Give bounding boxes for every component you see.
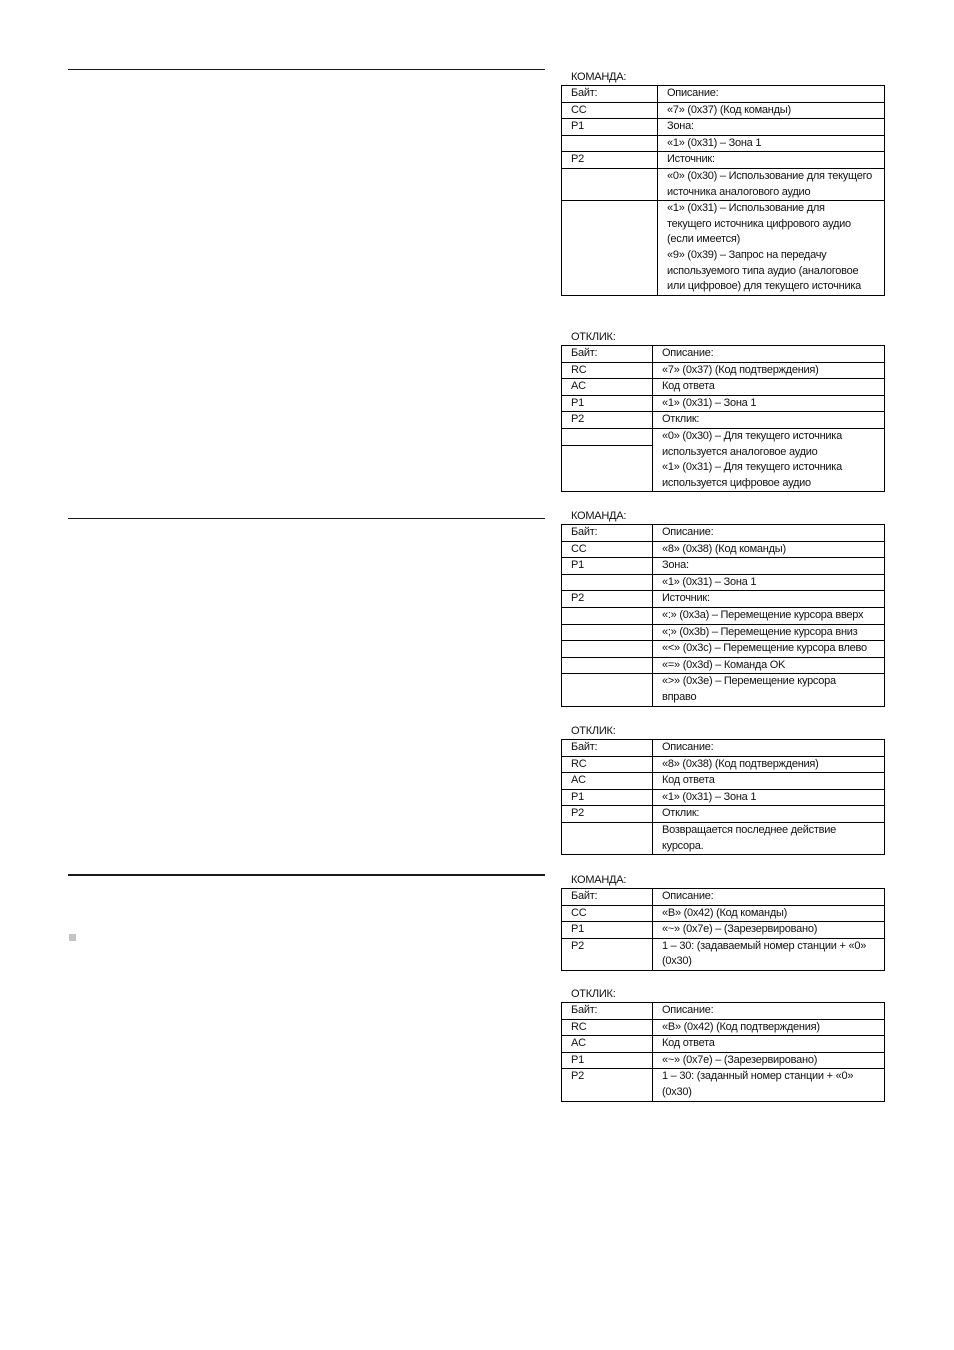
description-line: 1 – 30: (задаваемый номер станции + «0» — [662, 939, 867, 952]
description-cell: «~» (0x7e) – (Зарезервировано) — [653, 1053, 884, 1069]
description-cell: «7» (0x37) (Код подтверждения) — [653, 363, 884, 379]
table-row — [562, 806, 884, 822]
table-header-row — [562, 889, 884, 905]
description-line: курсора. — [662, 839, 704, 852]
table-grid — [561, 524, 885, 707]
table-row — [562, 103, 884, 119]
description-cell: Источник: — [658, 152, 884, 168]
description-cell: «B» (0x42) (Код команды) — [653, 906, 884, 922]
byte-cell: RC — [562, 1020, 652, 1036]
table-grid — [561, 85, 885, 296]
byte-cell: P1 — [562, 396, 652, 412]
byte-cell — [562, 641, 652, 657]
byte-cell — [562, 575, 652, 591]
table-header-row — [562, 740, 884, 756]
table-row — [562, 379, 884, 395]
byte-cell: P2 — [562, 591, 652, 607]
response-table — [561, 723, 885, 855]
table-label: ОТКЛИК: — [571, 331, 616, 343]
description-cell: Код ответа — [653, 1036, 884, 1052]
description-line: источника аналогового аудио — [667, 185, 811, 198]
table-row — [562, 922, 884, 938]
table-header-row — [562, 86, 884, 102]
byte-cell: CC — [562, 542, 652, 558]
description-cell: Источник: — [653, 591, 884, 607]
header-byte-cell: Байт: — [562, 889, 652, 905]
description-line: «1» (0x31) – Использование для — [667, 202, 825, 215]
byte-cell: RC — [562, 363, 652, 379]
table-row — [562, 1020, 884, 1036]
description-line: вправо — [662, 690, 697, 703]
byte-cell: P1 — [562, 922, 652, 938]
table-row — [562, 625, 884, 641]
table-row — [562, 591, 884, 607]
table-grid — [561, 1002, 885, 1102]
section-divider — [68, 874, 545, 876]
byte-cell — [562, 674, 652, 705]
table-row — [562, 169, 884, 200]
table-grid — [561, 739, 885, 855]
description-cell — [653, 1069, 884, 1100]
byte-cell: P1 — [562, 1053, 652, 1069]
table-header-row — [562, 346, 884, 362]
header-description-cell: Описание: — [653, 346, 884, 362]
section-divider — [68, 518, 545, 519]
header-description-cell: Описание: — [658, 86, 884, 102]
description-cell: Отклик: — [653, 412, 884, 428]
description-line: текущего источника цифрового аудио — [667, 217, 851, 230]
description-line: (если имеется) — [667, 233, 741, 246]
command-table — [561, 872, 885, 971]
description-cell: Код ответа — [653, 773, 884, 789]
byte-cell: AC — [562, 1036, 652, 1052]
description-cell: Зона: — [658, 119, 884, 135]
description-line: используется цифровое аудио — [662, 476, 811, 489]
byte-cell: AC — [562, 773, 652, 789]
description-cell — [653, 674, 884, 705]
table-row — [562, 608, 884, 624]
byte-cell: P1 — [562, 119, 657, 135]
description-cell: «1» (0x31) – Зона 1 — [658, 136, 884, 152]
description-cell: «:» (0x3a) – Перемещение курсора вверх — [653, 608, 884, 624]
description-cell — [658, 169, 884, 200]
description-cell: «;» (0x3b) – Перемещение курсора вниз — [653, 625, 884, 641]
description-cell: «7» (0x37) (Код команды) — [658, 103, 884, 119]
header-description-cell: Описание: — [653, 740, 884, 756]
header-byte-cell: Байт: — [562, 346, 652, 362]
byte-cell: CC — [562, 906, 652, 922]
table-grid — [561, 345, 885, 492]
table-header-row — [562, 1003, 884, 1019]
byte-cell — [562, 658, 652, 674]
table-row — [562, 152, 884, 168]
table-row — [562, 757, 884, 773]
table-row — [562, 542, 884, 558]
description-cell — [653, 429, 884, 491]
description-cell: «8» (0x38) (Код подтверждения) — [653, 757, 884, 773]
bullet-marker — [69, 934, 76, 941]
description-line: «>» (0x3e) – Перемещение курсора — [662, 675, 836, 688]
table-row — [562, 674, 884, 705]
table-label: ОТКЛИК: — [571, 988, 616, 1000]
header-byte-cell: Байт: — [562, 1003, 652, 1019]
header-byte-cell: Байт: — [562, 86, 657, 102]
byte-cell — [562, 608, 652, 624]
byte-cell — [562, 136, 657, 152]
byte-cell — [562, 823, 652, 854]
table-grid — [561, 888, 885, 971]
response-table — [561, 329, 885, 492]
description-line: 1 – 30: (заданный номер станции + «0» — [662, 1070, 854, 1083]
command-table — [561, 69, 885, 296]
description-cell: «~» (0x7e) – (Зарезервировано) — [653, 922, 884, 938]
table-row — [562, 641, 884, 657]
byte-cell — [562, 201, 657, 295]
header-description-cell: Описание: — [653, 1003, 884, 1019]
description-cell — [658, 201, 884, 295]
description-line: Возвращается последнее действие — [662, 823, 837, 836]
table-row — [562, 363, 884, 379]
byte-cell: P2 — [562, 939, 652, 970]
description-cell: «1» (0x31) – Зона 1 — [653, 575, 884, 591]
table-row — [562, 429, 884, 491]
description-line: используется аналоговое аудио — [662, 445, 818, 458]
section-divider — [68, 69, 545, 70]
description-cell: Зона: — [653, 558, 884, 574]
table-header-row — [562, 525, 884, 541]
description-line: (0x30) — [662, 955, 692, 968]
table-row — [562, 823, 884, 854]
byte-cell: P2 — [562, 806, 652, 822]
byte-cell — [562, 429, 652, 491]
table-row — [562, 790, 884, 806]
description-cell: «8» (0x38) (Код команды) — [653, 542, 884, 558]
description-cell: «B» (0x42) (Код подтверждения) — [653, 1020, 884, 1036]
table-row — [562, 1069, 884, 1100]
byte-cell: CC — [562, 103, 657, 119]
table-row — [562, 136, 884, 152]
command-table — [561, 508, 885, 707]
table-row — [562, 1053, 884, 1069]
description-line: (0x30) — [662, 1085, 692, 1098]
table-row — [562, 773, 884, 789]
header-byte-cell: Байт: — [562, 740, 652, 756]
response-table — [561, 986, 885, 1102]
description-line: «0» (0x30) – Использование для текущего — [667, 169, 872, 182]
header-description-cell: Описание: — [653, 525, 884, 541]
description-cell — [653, 939, 884, 970]
description-cell: Код ответа — [653, 379, 884, 395]
table-label: ОТКЛИК: — [571, 725, 616, 737]
table-row — [562, 939, 884, 970]
description-cell: «1» (0x31) – Зона 1 — [653, 790, 884, 806]
byte-cell: RC — [562, 757, 652, 773]
table-row — [562, 575, 884, 591]
byte-cell: P2 — [562, 152, 657, 168]
table-row — [562, 558, 884, 574]
table-row — [562, 201, 884, 295]
description-cell: «=» (0x3d) – Команда OK — [653, 658, 884, 674]
table-label: КОМАНДА: — [571, 510, 627, 522]
table-label: КОМАНДА: — [571, 874, 627, 886]
description-cell: «1» (0x31) – Зона 1 — [653, 396, 884, 412]
table-row — [562, 412, 884, 428]
header-description-cell: Описание: — [653, 889, 884, 905]
description-line: «1» (0x31) – Для текущего источника — [662, 461, 842, 474]
description-cell: Отклик: — [653, 806, 884, 822]
byte-cell: P1 — [562, 558, 652, 574]
table-label: КОМАНДА: — [571, 71, 627, 83]
byte-cell: AC — [562, 379, 652, 395]
header-byte-cell: Байт: — [562, 525, 652, 541]
description-cell: «<» (0x3c) – Перемещение курсора влево — [653, 641, 884, 657]
description-cell — [653, 823, 884, 854]
table-row — [562, 119, 884, 135]
byte-cell: P2 — [562, 412, 652, 428]
table-row — [562, 1036, 884, 1052]
byte-cell — [562, 169, 657, 200]
table-row — [562, 396, 884, 412]
description-line: «0» (0x30) – Для текущего источника — [662, 429, 842, 442]
description-line: или цифровое) для текущего источника — [667, 280, 862, 293]
table-row — [562, 658, 884, 674]
byte-cell — [562, 625, 652, 641]
description-line: используемого типа аудио (аналоговое — [667, 264, 859, 277]
table-row — [562, 906, 884, 922]
byte-cell: P2 — [562, 1069, 652, 1100]
description-line: «9» (0x39) – Запрос на передачу — [667, 248, 827, 261]
byte-cell: P1 — [562, 790, 652, 806]
